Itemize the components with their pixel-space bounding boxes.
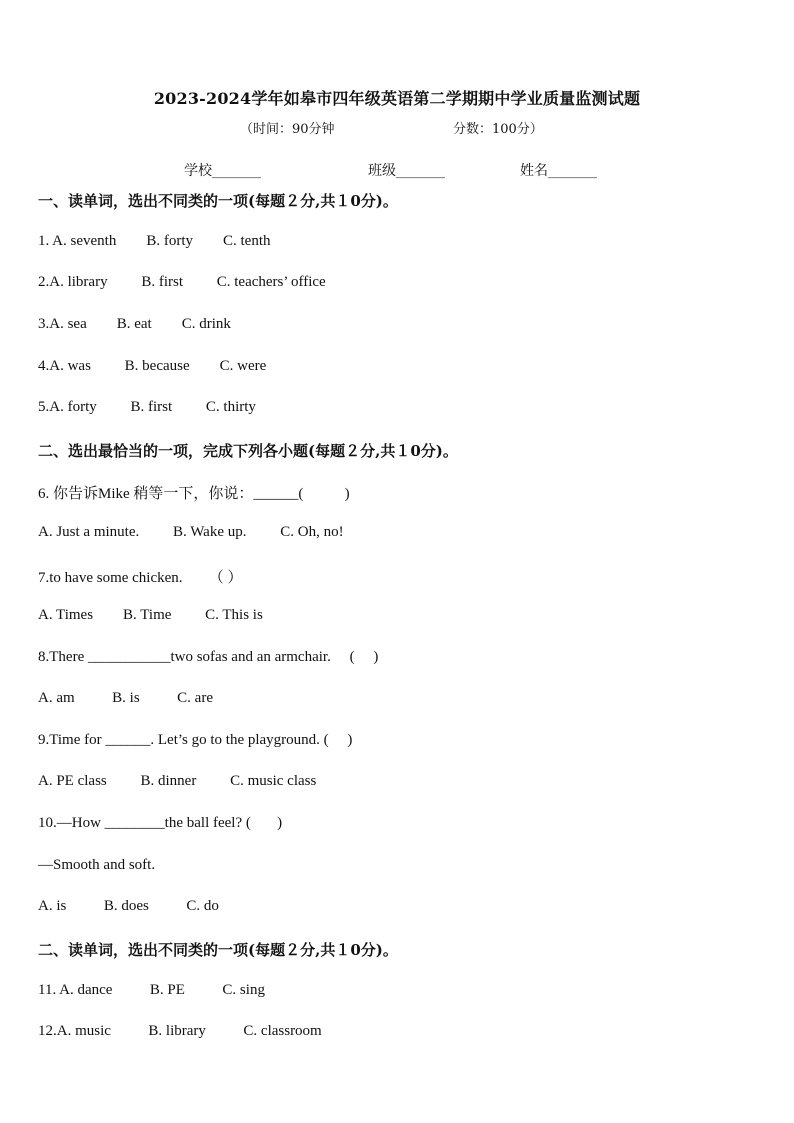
- exam-score: 分数：100分）: [453, 122, 543, 137]
- question-line: 7.to have some chicken. （ ）: [38, 570, 243, 586]
- question-line: 6. 你告诉Mike 稍等一下，你说：______( ): [38, 486, 350, 502]
- option-line: A. PE class B. dinner C. music class: [38, 773, 317, 789]
- question-line: 1. A. seventh B. forty C. tenth: [38, 233, 271, 249]
- question-line: 9.Time for ______. Let’s go to the playground. ( ): [38, 732, 353, 748]
- question-line: 4.A. was B. because C. were: [38, 358, 267, 374]
- exam-title: 2023-2024学年如皋市四年级英语第二学期期中学业质量监测试题: [153, 89, 641, 108]
- question-line: 10.—How ________the ball feel? ( ): [38, 815, 283, 831]
- section-heading-3: 二、读单词，选出不同类的一项(每题２分,共１0分)。: [38, 941, 398, 959]
- student-info: [0, 160, 794, 178]
- question-line: 3.A. sea B. eat C. drink: [38, 316, 231, 332]
- question-line: 8.There ___________two sofas and an armchair. ( ): [38, 649, 379, 665]
- question-line: 5.A. forty B. first C. thirty: [38, 399, 256, 415]
- question-line: 12.A. music B. library C. classroom: [38, 1023, 322, 1039]
- answer-line: —Smooth and soft.: [38, 857, 156, 873]
- option-line: A. is B. does C. do: [38, 898, 219, 914]
- section-heading-1: 一、读单词，选出不同类的一项(每题２分,共１0分)。: [38, 192, 398, 210]
- school-field: 学校_______: [184, 163, 261, 179]
- question-line: 2.A. library B. first C. teachers’ office: [38, 274, 326, 290]
- section-heading-2: 二、选出最恰当的一项，完成下列各小题(每题２分,共１0分)。: [38, 442, 458, 460]
- name-field: 姓名_______: [520, 163, 597, 179]
- exam-subtitle: [0, 118, 794, 136]
- class-field: 班级_______: [368, 163, 445, 179]
- option-line: A. Just a minute. B. Wake up. C. Oh, no!: [38, 524, 344, 540]
- exam-time: （时间：90分钟: [240, 122, 335, 137]
- option-line: A. am B. is C. are: [38, 690, 213, 706]
- option-line: A. Times B. Time C. This is: [38, 607, 263, 623]
- question-line: 11. A. dance B. PE C. sing: [38, 982, 265, 998]
